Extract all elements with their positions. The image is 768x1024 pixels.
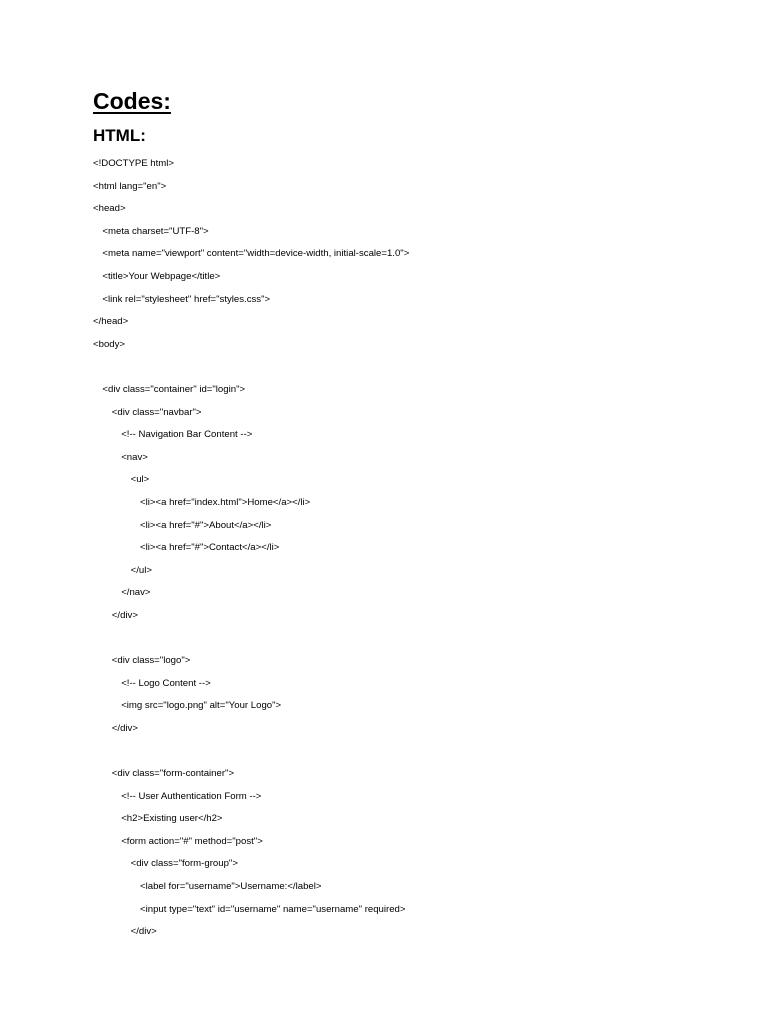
code-line: </nav> bbox=[121, 587, 151, 599]
section-heading-html: HTML: bbox=[93, 126, 146, 145]
code-line: <div class="form-group"> bbox=[130, 858, 238, 870]
blank-line bbox=[93, 629, 409, 652]
code-line: <!-- Logo Content --> bbox=[121, 677, 211, 689]
code-listing bbox=[93, 155, 409, 946]
code-line: <div class="container" id="login"> bbox=[102, 383, 246, 395]
code-line: <label for="username">Username:</label> bbox=[140, 881, 322, 892]
code-line: <input type="text" id="username" name="username" required> bbox=[140, 903, 406, 915]
code-line: <link rel="stylesheet" href="styles.css"> bbox=[102, 293, 271, 305]
code-line: <body> bbox=[93, 338, 126, 350]
document-title: Codes: bbox=[93, 88, 171, 114]
code-line: <meta charset="UTF-8"> bbox=[102, 225, 209, 237]
code-line: <li><a href="#">Contact</a></li> bbox=[140, 542, 280, 554]
code-line: <ul> bbox=[130, 474, 150, 486]
blank-line bbox=[93, 742, 409, 765]
code-line: <!-- Navigation Bar Content --> bbox=[121, 429, 253, 441]
code-line: <title>Your Webpage</title> bbox=[102, 270, 221, 282]
code-line: <nav> bbox=[121, 451, 148, 463]
code-line: <html lang="en"> bbox=[93, 180, 167, 192]
code-line: </div> bbox=[111, 609, 138, 621]
code-line: <h2>Existing user</h2> bbox=[121, 813, 223, 825]
code-line: </div> bbox=[130, 926, 157, 938]
code-line: </head> bbox=[93, 316, 129, 328]
code-line: <!-- User Authentication Form --> bbox=[121, 790, 262, 802]
code-line: <head> bbox=[93, 203, 126, 215]
code-line: <!DOCTYPE html> bbox=[93, 158, 175, 169]
code-line: <form action="#" method="post"> bbox=[121, 835, 263, 847]
code-line: <meta name="viewport" content="width=device-width, initial-scale=1.0"> bbox=[102, 248, 410, 260]
code-line: <li><a href="index.html">Home</a></li> bbox=[140, 496, 311, 508]
code-line: <div class="form-container"> bbox=[111, 768, 235, 780]
code-line: </ul> bbox=[130, 564, 152, 576]
code-line: <div class="navbar"> bbox=[111, 406, 202, 418]
code-line: <div class="logo"> bbox=[111, 655, 191, 667]
code-line: <img src="logo.png" alt="Your Logo"> bbox=[121, 700, 282, 712]
code-line: </div> bbox=[111, 722, 138, 734]
blank-line bbox=[93, 358, 409, 381]
code-line: <li><a href="#">About</a></li> bbox=[140, 519, 272, 531]
